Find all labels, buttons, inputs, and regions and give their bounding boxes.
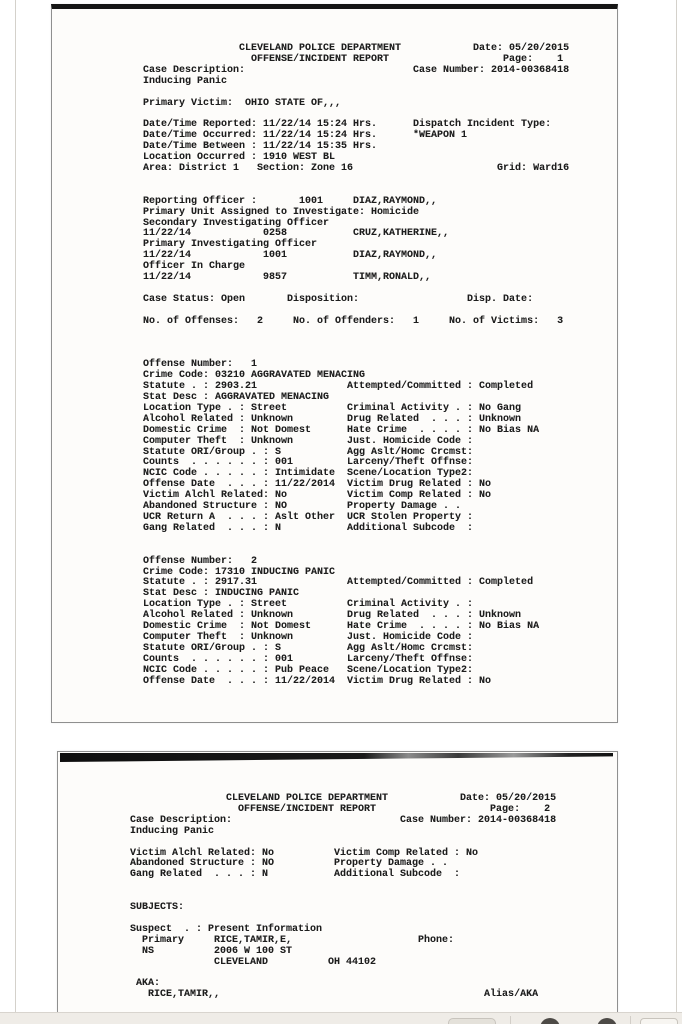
doc-line: Primary Victim: OHIO STATE OF,,, — [143, 97, 342, 109]
toolbar-separator — [630, 1016, 631, 1024]
doc-line: Stat Desc : INDUCING PANIC — [143, 588, 300, 600]
doc-line: 11/22/14 1001 DIAZ,RAYMOND,, — [143, 250, 438, 262]
doc-line — [143, 328, 617, 339]
doc-line — [143, 175, 617, 186]
doc-line: Computer Theft : Unknown Just. Homicide Code : — [143, 435, 474, 447]
doc-line: Gang Related . . . : N Additional Subcode : — [130, 869, 461, 881]
doc-line: Suspect . : Present Information — [130, 923, 323, 935]
doc-line: Date/Time Between : 11/22/14 15:35 Hrs. — [143, 141, 378, 153]
doc-line: Computer Theft : Unknown Just. Homicide Code : — [143, 631, 474, 643]
content-frame-left-edge — [15, 0, 16, 1012]
doc-line: Victim Alchl Related: No Victim Comp Related : No — [130, 847, 479, 859]
doc-line: Alcohol Related : Unknown Drug Related . . . : Unknown — [143, 610, 522, 622]
doc-line: Offense Date . . . : 11/22/2014 Victim Drug Related : No — [143, 479, 492, 491]
doc-line: 11/22/14 9857 TIMM,RONALD,, — [143, 272, 432, 284]
doc-line — [130, 892, 617, 903]
doc-line — [143, 88, 617, 99]
doc-line: Case Status: Open Disposition: Disp. Date: — [143, 293, 534, 305]
doc-line: Primary Unit Assigned to Investigate: Homicide — [143, 206, 420, 218]
doc-line: No. of Offenses: 2 No. of Offenders: 1 No. of Victims: 3 — [143, 315, 564, 327]
report-page-2-text — [58, 752, 617, 1001]
doc-line: Area: District 1 Section: Zone 16 Grid: Ward16 — [143, 162, 570, 174]
toolbar-circle-button-1[interactable] — [540, 1018, 560, 1024]
doc-line — [143, 338, 617, 349]
doc-line: Domestic Crime : Not Domest Hate Crime . . . . : No Bias NA — [143, 424, 540, 436]
doc-line: Statute ORI/Group . : S Agg Aslt/Homc Crcmst: — [143, 446, 474, 458]
doc-line: Location Type . : Street Criminal Activity . : — [143, 599, 474, 611]
doc-line: Reporting Officer : 1001 DIAZ,RAYMOND,, — [143, 195, 438, 207]
doc-line: CLEVELAND POLICE DEPARTMENT Date: 05/20/2015 — [143, 43, 570, 54]
doc-line: Crime Code: 03210 AGGRAVATED MENACING — [143, 370, 366, 382]
doc-line: Counts . . . . . . : 001 Larceny/Theft Offnse: — [143, 457, 474, 469]
report-page-2 — [57, 751, 618, 1012]
doc-line: Offense Number: 1 — [143, 359, 258, 371]
report-page-1 — [51, 4, 618, 723]
doc-line: CLEVELAND POLICE DEPARTMENT Date: 05/20/2015 — [130, 793, 557, 804]
doc-line: UCR Return A . . . : Aslt Other UCR Stolen Property : — [143, 511, 474, 523]
toolbar-rect-button[interactable] — [640, 1018, 678, 1024]
toolbar-circle-button-2[interactable] — [597, 1018, 617, 1024]
doc-line: Location Type . : Street Criminal Activity . : No Gang — [143, 402, 522, 414]
toolbar-pill-button[interactable] — [448, 1018, 496, 1024]
doc-line: Alcohol Related : Unknown Drug Related . . . : Unknown — [143, 413, 522, 425]
doc-line: Victim Alchl Related: No Victim Comp Related : No — [143, 490, 492, 502]
doc-line: Statute ORI/Group . : S Agg Aslt/Homc Crcmst: — [143, 642, 474, 654]
doc-line: NS 2006 W 100 ST — [130, 945, 293, 957]
doc-line: Offense Date . . . : 11/22/2014 Victim Drug Related : No — [143, 675, 492, 687]
content-frame-right-edge — [676, 0, 677, 1012]
doc-line: AKA: — [130, 978, 161, 990]
doc-line: OFFENSE/INCIDENT REPORT Page: 2 — [130, 803, 551, 815]
doc-line — [130, 969, 617, 980]
doc-line: Statute . : 2917.31 Attempted/Committed : Completed — [143, 577, 534, 589]
doc-line: Primary RICE,TAMIR,E, Phone: — [130, 934, 455, 946]
doc-line: Abandoned Structure : NO Property Damage . . — [130, 858, 449, 870]
doc-line: Domestic Crime : Not Domest Hate Crime . . . . : No Bias NA — [143, 621, 540, 633]
doc-line: OFFENSE/INCIDENT REPORT Page: 1 — [143, 53, 564, 65]
doc-line — [143, 546, 617, 557]
doc-line: 11/22/14 0258 CRUZ,KATHERINE,, — [143, 228, 450, 240]
doc-line: RICE,TAMIR,, Alias/AKA — [130, 989, 539, 1001]
report-page-1-text — [52, 9, 617, 687]
doc-line: Officer In Charge — [143, 261, 246, 273]
doc-line: Gang Related . . . : N Additional Subcode : — [143, 522, 474, 534]
doc-line: CLEVELAND OH 44102 — [130, 956, 377, 968]
doc-line: Primary Investigating Officer — [143, 239, 318, 251]
doc-line: Stat Desc : AGGRAVATED MENACING — [143, 392, 330, 403]
doc-line — [143, 535, 617, 546]
doc-line: Counts . . . . . . : 001 Larceny/Theft Offnse: — [143, 653, 474, 665]
bottom-toolbar — [0, 1012, 682, 1024]
doc-line: Case Description: Case Number: 2014-00368418 — [143, 64, 570, 76]
doc-line: Secondary Investigating Officer — [143, 217, 330, 229]
doc-line: Crime Code: 17310 INDUCING PANIC — [143, 566, 336, 578]
doc-line: NCIC Code . . . . . : Intimidate Scene/Location Type2: — [143, 468, 474, 480]
doc-line: Date/Time Reported: 11/22/14 15:24 Hrs. Dispatch Incident Type: — [143, 119, 552, 131]
doc-line: Inducing Panic — [143, 75, 228, 87]
doc-line — [130, 881, 617, 892]
toolbar-separator — [510, 1016, 511, 1024]
doc-line — [130, 838, 617, 849]
doc-line: NCIC Code . . . . . : Pub Peace Scene/Location Type2: — [143, 664, 474, 676]
doc-line: Statute . : 2903.21 Attempted/Committed : Completed — [143, 381, 534, 393]
doc-line: Date/Time Occurred: 11/22/14 15:24 Hrs. *WEAPON 1 — [143, 130, 468, 142]
doc-line: Offense Number: 2 — [143, 555, 258, 567]
doc-line: SUBJECTS: — [130, 902, 185, 914]
doc-line: Inducing Panic — [130, 825, 215, 837]
doc-line: Abandoned Structure : NO Property Damage . . — [143, 501, 462, 513]
doc-line: Location Occurred : 1910 WEST BL — [143, 152, 336, 164]
doc-line: Case Description: Case Number: 2014-00368418 — [130, 814, 557, 826]
